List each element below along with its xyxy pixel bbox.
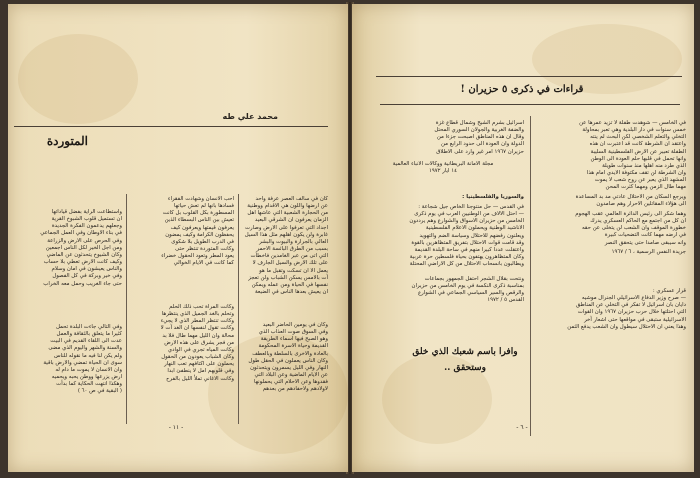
column-middle-top: احب الانسان وشهادت الفقراء فسادها بانها لم تعش حياتها المسطورة بكل القلوب بل كانت تعيش بين الناس البسطاء الذين يعرفون قيمتها ويعرفون كيف يحفظون الكرامة وكيف يمضون في الدرب الطويل بلا شكوى وكانت المتوردة تنتظر حتى يعود المطر وتعود الحقول خضراء كما كانت في الايام الخوالي (161, 196, 234, 267)
article-column-right-bottom: قرار عسكري : — صرح وزير الدفاع الاسرائيلي الجنرال موشيه دايان بان اسرائيل لا تفكر في التخلي عن المناطق التي احتلتها خلال حرب حزيران ١٩٦٧ وان القوات الاسرائيلية ستبقى في مواقعها حتى اشعار آخر وهذا يعني ان الاحتلال سيطول وان الشعب يدفع الثمن (567, 288, 686, 330)
author-name: محمد علي طه (222, 112, 278, 121)
article-column-right: في الخامس — شوهدت طفلة لا تزيد عمرها عن خمس سنوات في دار البلدية وهي تعبر بمحاولة التخلي والتعلم الشخصي لكن البحث لم ينته واعتقد ان الشرطة كانت قد اعتبرت ان هذه الطفلة تعبير عن الارض الفلسطينية السليبة وانها تحمل في قلبها حلم العودة الى الوطن الذي طرد منه اهلها منذ سنوات طويلة وان الشرطة لن تقف مكتوفة الايدي امام هذا المشهد الذي يعبر عن روح شعب لا يموت مهما طال الزمن ومهما كثرت المحن (579, 120, 686, 191)
column-divider (530, 116, 531, 436)
section-title: المتوردة (46, 134, 88, 148)
headline-underline (380, 104, 680, 105)
column-divider (238, 194, 239, 424)
closing-line-2: وستحقق .. (444, 363, 486, 373)
article-note: ويرجع السكان من الاحتلال عادتي مد بد المساعدة الى هؤلاء المقاتلين الاحرار وهم صامدون (575, 194, 686, 208)
column-right-top: كان في سالف العصر عرفة واحد عن ارضها واللون هي الاقدام ووطنية من الحجارة الشعبية التي عاشها اهل الزمان يعرفون ان الشرقي البعيد اجداد التي تعرفوا على الارض وصارت غابرة ولن يكون اهلهم مثل هذا السيل العالي بالجرارة والبيوت والبشر بسبب من الطرق البائسة الاحمر التي اتى من عبر الغامدين فاخطأت على تلك الارض والسيل الجارف لا يعمل الا ان تسكت وتقبل ما هو آت بالامس يسكن الشباب ولن تعجز نفسها في الحياة ومن عمله ويمكن ان يعيش بعدها الناس في الضيعة (244, 196, 328, 296)
page-number: - ٦ - (516, 424, 528, 431)
article-column-left-closing: ونتحت بقلال الشجر احتفل الجمهور بجماعات بمناسبة ذكرى النكسة في يوم الخامس من حزيران والرقص والسير السياسي الجماعي في الشوارع القدس ٥ / ١٩٧٢ (411, 276, 524, 304)
column-left-bottom: وفي التالي جاءت البلدة تحمل كثيرا ما يتعلق بالثقافة والعمل عدت الى اللقاء القديم في البيت والسنة والشهر واليوم الذي مضى ولم يكن لنا فيه ما نقوله للناس سوى ان الحياة تمضي والارض باقية وان الانسان لا يموت ما دام له ارض يزرعها ووطن يحبه ويحميه وهكذا انتهت الحكاية كما بدأت ( البقية في ص ٦٠ ) (43, 324, 122, 395)
article-column-right-continued: وهما شكر الى رئيس الدائرة العالمي عقب الهجوم ان كل من اجتمع مع الحاكم العسكري يدرك خطورة الموقف وان الشعب لن يتخلى عن حقه في ارضه مهما كانت التضحيات كبيرة وانه سيبقى صامدا حتى يتحقق النصر (575, 211, 686, 246)
header-rule (14, 126, 328, 127)
article-column-left: اسرائيل بشرم الشيخ وشمال قطاع غزة والضفة الغربية والجولان السوري المحتل وقال ان هذه المناطق اصبحت جزءا من الدولة وان العودة الى حدود الرابع من حزيران ١٩٦٧ امر غير وارد على الاطلاق (434, 120, 524, 155)
header-rule (376, 76, 682, 77)
right-page (352, 4, 694, 472)
page-number: - ١١ - (168, 424, 184, 431)
column-middle-bottom: وكانت المرأة تحب ذلك الحلم وتحلم بالغد الجميل الذي ينتظرها وكانت تنتظر المطر الذي لا يجيء وكانت تقول لنفسها ان الغد آت لا محالة وان الليل مهما طال فلا بد من فجر يشرق على هذه الارض وكانت المياه تجري في الوادي وكان الشباب يعودون من الحقول يحملون على اكتافهم تعب النهار وفي قلوبهم امل لا ينطفئ ابدا وكانت الاغاني تملأ الليل بالفرح (160, 304, 234, 382)
left-page (8, 4, 348, 472)
closing-line-1: وافرا باسم شعبك الذي خلق (412, 347, 518, 357)
article-column-left-body: في القدس — حل منتوجنا الخاص جيل شجاعة : — احتل الالاف من الوطنيين العرب في يوم ذكرى الخامس من حزيران الاسواق والشوارع وهم يرددون الاناشيد الوطنية ويحملون الاعلام الفلسطينية ويعلنون رفضهم للاحتلال وسياسة الضم والتهويد وقد قامت قوات الاحتلال بتفريق المتظاهرين بالقوة واعتقلت عددا كبيرا منهم في ساحة البلدة القديمة وكان المتظاهرون يهتفون بحياة فلسطين حرة عربية ويطالبون بانسحاب الاحتلال من كل الاراضي المحتلة (409, 204, 524, 268)
column-divider (126, 194, 127, 424)
article-subheading: والسوريا والفلسطينيا : (462, 194, 524, 200)
article-column-left-source: مجلة الامانة البريطانية ووكالات الانباء العالمية ١٤ ايار ١٩٧٢ (392, 161, 494, 175)
article-source: جريدة النفس الرسمية ، ٦ / ١٩٦٧ (611, 249, 686, 255)
column-left-top: واستطاعت الراية بفضل قياداتها ان تستميل قلوب الشبوخ القرية وجعلهم يدعمون الفكرة الجديدة في بناء الاوطان وفي العمل الجماعي وفي الحرص على الارض والزراعة ومن اجل الخير لكل الناس اجمعين وكان الشيوخ يتحدثون عن الماضي وكيف كانت الارض تعطي بلا حساب والناس يعيشون في امان وسلام وفي خير وبركة في كل الفصول حتى جاء الغريب وحمل معه الخراب (40, 209, 122, 287)
article-headline: قراءات في ذكرى ٥ حزيران ! (460, 84, 584, 95)
column-right-bottom: وكان في يومين الحاضر البعيد وفي السوق صوت العذاب الذي وهو الصبح فيها اسماء الطريقة القديمة وحياة الاسرة المحكومة بالعادة والاخرى بالسلطة وبالعطف وكان الناس يعملون في الحقل طول النهار وفي الليل يسمرون ويتحدثون عن الايام الماضية وعن البلاد التي فقدوها وعن الاحلام التي يحملونها لاولادهم ولاحفادهم من بعدهم (248, 322, 328, 393)
